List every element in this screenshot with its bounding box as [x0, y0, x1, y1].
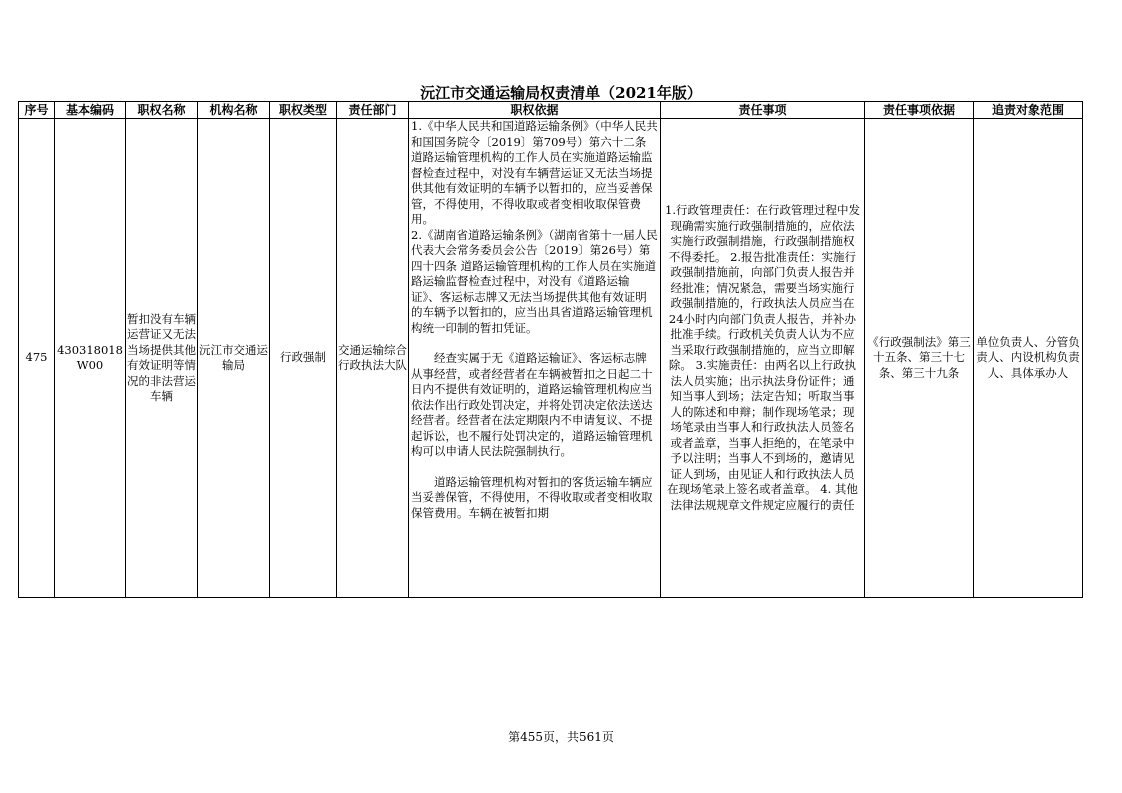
page-title: 沅江市交通运输局权责清单（2021年版） [420, 84, 702, 102]
basis-paragraph: 1.《中华人民共和国道路运输条例》（中华人民共和国国务院令〔2019〕第709号）第六十二条 [411, 119, 658, 149]
basis-paragraph: 2.《湖南省道路运输条例》（湖南省第十一届人民代表大会常务委员会公告〔2019〕第26号）第四十四条 道路运输管理机构的工作人员在实施道路运输监督检查过程中，对没有《道路运输证》、客运标志牌又无法当场提供其他有效证明的车辆予以暂扣的，应当出具省道路运输管理机构统一印制的暂扣凭证。 [411, 227, 658, 335]
cell-code: 430318018W00 [55, 119, 126, 598]
header-scope: 追责对象范围 [974, 102, 1083, 119]
header-duties: 责任事项 [661, 102, 865, 119]
header-dept: 责任部门 [337, 102, 409, 119]
cell-duties-basis: 《行政强制法》第三十五条、第三十七条、第三十九条 [865, 119, 974, 598]
header-duties-basis: 责任事项依据 [865, 102, 974, 119]
cell-basis [409, 119, 661, 598]
header-seq: 序号 [19, 102, 55, 119]
cell-type: 行政强制 [270, 119, 337, 598]
responsibility-table [18, 101, 1083, 598]
header-org: 机构名称 [198, 102, 270, 119]
header-type: 职权类型 [270, 102, 337, 119]
table-row [19, 119, 1083, 598]
header-name: 职权名称 [126, 102, 198, 119]
header-basis: 职权依据 [409, 102, 661, 119]
header-code: 基本编码 [55, 102, 126, 119]
basis-paragraph: 道路运输管理机构对暂扣的客货运输车辆应当妥善保管，不得使用，不得收取或者变相收取保管费用。车辆在被暂扣期 [411, 474, 653, 520]
basis-paragraph: 经查实属于无《道路运输证》、客运标志牌从事经营，或者经营者在车辆被暂扣之日起二十日内不提供有效证明的，道路运输管理机构应当依法作出行政处罚决定，并将处罚决定依法送达经营者。经营者在法定期限内不申请复议、不提起诉讼，也不履行处罚决定的，道路运输管理机构可以申请人民法院强制执行。 [411, 351, 653, 458]
cell-dept: 交通运输综合行政执法大队 [337, 119, 409, 598]
basis-paragraph: 道路运输管理机构的工作人员在实施道路运输监督检查过程中，对没有车辆营运证又无法当场提供其他有效证明的车辆予以暂扣的，应当妥善保管，不得使用，不得收取或者变相收取保管费用。 [411, 150, 653, 226]
cell-name: 暂扣没有车辆运营证又无法当场提供其他有效证明等情况的非法营运车辆 [126, 119, 198, 598]
cell-seq: 475 [19, 119, 55, 598]
cell-duties: 1.行政管理责任：在行政管理过程中发现确需实施行政强制措施的，应依法实施行政强制措施，行政强制措施权不得委托。 2.报告批准责任：实施行政强制措施前，向部门负责人报告并经批准；情况紧急，需要当场实施行政强制措施的，行政执法人员应当在24小时内向部门负责人报告，并补办批准手续。行政机关负责人认为不应当采取行政强制措施的，应当立即解除。 3.实施责任：由两名以上行政执法人员实施；出示执法身份证件；通知当事人到场；法定告知；听取当事人的陈述和申辩；制作现场笔录；现场笔录由当事人和行政执法人员签名或者盖章，当事人拒绝的，在笔录中予以注明；当事人不到场的，邀请见证人到场，由见证人和行政执法人员在现场笔录上签名或者盖章。 4. 其他法律法规规章文件规定应履行的责任 [661, 119, 865, 598]
cell-org: 沅江市交通运输局 [198, 119, 270, 598]
cell-scope: 单位负责人、分管负责人、内设机构负责人、具体承办人 [974, 119, 1083, 598]
page-footer: 第455页，共561页 [508, 730, 614, 744]
table-header-row [19, 102, 1083, 119]
